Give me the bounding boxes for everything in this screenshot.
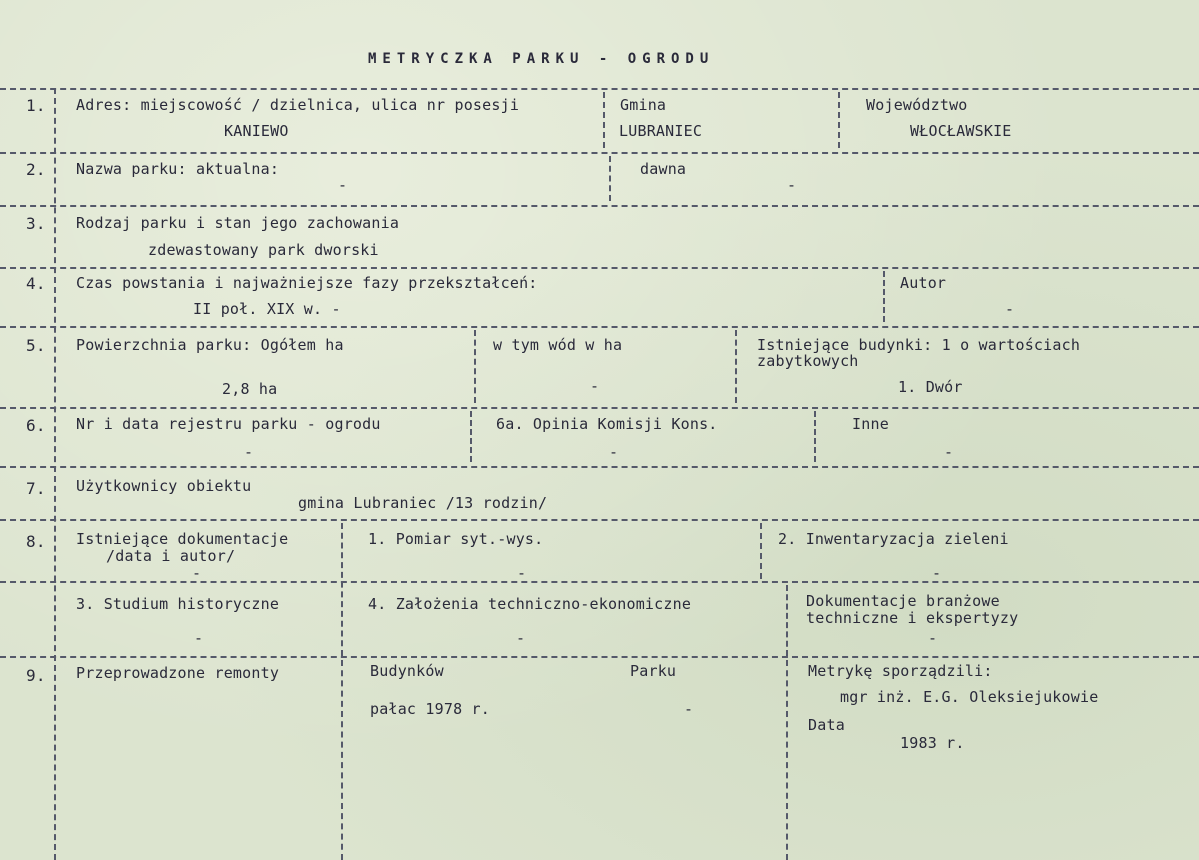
row-divider xyxy=(0,466,1199,468)
park-type-label: Rodzaj parku i stan jego zachowania xyxy=(76,214,400,232)
buildings-value: 1. Dwór xyxy=(898,378,963,396)
park-repairs-label: Parku xyxy=(630,662,677,680)
commission-opinion-label: 6a. Opinia Komisji Kons. xyxy=(496,415,718,433)
buildings-label: Istniejące budynki: 1 o wartościach xyxy=(757,336,1081,354)
date-value: 1983 r. xyxy=(900,734,965,752)
row-divider xyxy=(0,407,1199,409)
column-divider xyxy=(735,330,737,403)
historical-study-value: - xyxy=(194,629,204,647)
green-inventory-value: - xyxy=(932,564,942,582)
voivodeship-value: WŁOCŁAWSKIE xyxy=(910,122,1012,140)
green-inventory-label: 2. Inwentaryzacja zieleni xyxy=(778,530,1009,548)
column-divider xyxy=(470,411,472,462)
commission-opinion-value: - xyxy=(609,443,619,461)
branch-docs-label-continued: techniczne i ekspertyzy xyxy=(806,609,1019,627)
column-divider xyxy=(786,660,788,860)
column-divider xyxy=(838,92,840,148)
column-divider xyxy=(814,411,816,462)
row-number: 3. xyxy=(26,214,46,233)
buildings-label-continued: zabytkowych xyxy=(757,352,859,370)
prepared-by-label: Metrykę sporządzili: xyxy=(808,662,993,680)
park-repairs-value: - xyxy=(684,700,694,718)
address-label: Adres: miejscowość / dzielnica, ulica nr posesji xyxy=(76,96,520,114)
row-divider xyxy=(0,88,1199,90)
row-number: 5. xyxy=(26,336,46,355)
date-label: Data xyxy=(808,716,845,734)
documentation-label: Istniejące dokumentacje xyxy=(76,530,289,548)
park-name-value: - xyxy=(338,176,348,194)
column-divider xyxy=(786,585,788,656)
survey-label: 1. Pomiar syt.-wys. xyxy=(368,530,544,548)
row-number: 8. xyxy=(26,532,46,551)
author-value: - xyxy=(1005,300,1015,318)
row-divider xyxy=(0,519,1199,521)
row-number: 2. xyxy=(26,160,46,179)
address-value: KANIEWO xyxy=(224,122,289,140)
documentation-value: - xyxy=(192,564,202,582)
park-name-label: Nazwa parku: aktualna: xyxy=(76,160,280,178)
document-title: METRYCZKA PARKU - OGRODU xyxy=(368,51,715,67)
row-divider xyxy=(0,326,1199,328)
column-divider xyxy=(760,523,762,579)
row-number: 1. xyxy=(26,96,46,115)
register-label: Nr i data rejestru parku - ogrodu xyxy=(76,415,381,433)
technical-assumptions-value: - xyxy=(516,629,526,647)
gmina-value: LUBRANIEC xyxy=(619,122,703,140)
other-value: - xyxy=(944,443,954,461)
row-divider xyxy=(0,205,1199,207)
row-number: 7. xyxy=(26,479,46,498)
park-type-value: zdewastowany park dworski xyxy=(148,241,379,259)
buildings-repairs-label: Budynków xyxy=(370,662,444,680)
repairs-label: Przeprowadzone remonty xyxy=(76,664,280,682)
former-name-value: - xyxy=(787,176,797,194)
row-divider xyxy=(0,267,1199,269)
technical-assumptions-label: 4. Założenia techniczno-ekonomiczne xyxy=(368,595,692,613)
row-number: 9. xyxy=(26,666,46,685)
documentation-label-continued: /data i autor/ xyxy=(106,547,236,565)
branch-docs-value: - xyxy=(928,629,938,647)
row-divider xyxy=(0,656,1199,658)
historical-study-label: 3. Studium historyczne xyxy=(76,595,280,613)
former-name-label: dawna xyxy=(640,160,687,178)
area-label: Powierzchnia parku: Ogółem ha xyxy=(76,336,344,354)
voivodeship-label: Województwo xyxy=(866,96,968,114)
column-divider xyxy=(54,88,56,860)
gmina-label: Gmina xyxy=(620,96,667,114)
author-label: Autor xyxy=(900,274,947,292)
register-value: - xyxy=(244,443,254,461)
row-divider xyxy=(0,581,1199,583)
creation-time-label: Czas powstania i najważniejsze fazy przekształceń: xyxy=(76,274,538,292)
column-divider xyxy=(341,660,343,860)
row-number: 6. xyxy=(26,416,46,435)
column-divider xyxy=(609,156,611,201)
users-value: gmina Lubraniec /13 rodzin/ xyxy=(298,494,548,512)
water-area-label: w tym wód w ha xyxy=(493,336,623,354)
column-divider xyxy=(883,271,885,322)
branch-docs-label: Dokumentacje branżowe xyxy=(806,592,1000,610)
water-area-value: - xyxy=(590,377,600,395)
column-divider xyxy=(603,92,605,148)
survey-value: - xyxy=(517,564,527,582)
row-number: 4. xyxy=(26,274,46,293)
column-divider xyxy=(474,330,476,403)
prepared-by-value: mgr inż. E.G. Oleksiejukowie xyxy=(840,688,1099,706)
other-label: Inne xyxy=(852,415,889,433)
row-divider xyxy=(0,152,1199,154)
column-divider xyxy=(341,523,343,656)
users-label: Użytkownicy obiektu xyxy=(76,477,252,495)
buildings-repairs-value: pałac 1978 r. xyxy=(370,700,490,718)
creation-time-value: II poł. XIX w. - xyxy=(193,300,341,318)
area-value: 2,8 ha xyxy=(222,380,278,398)
